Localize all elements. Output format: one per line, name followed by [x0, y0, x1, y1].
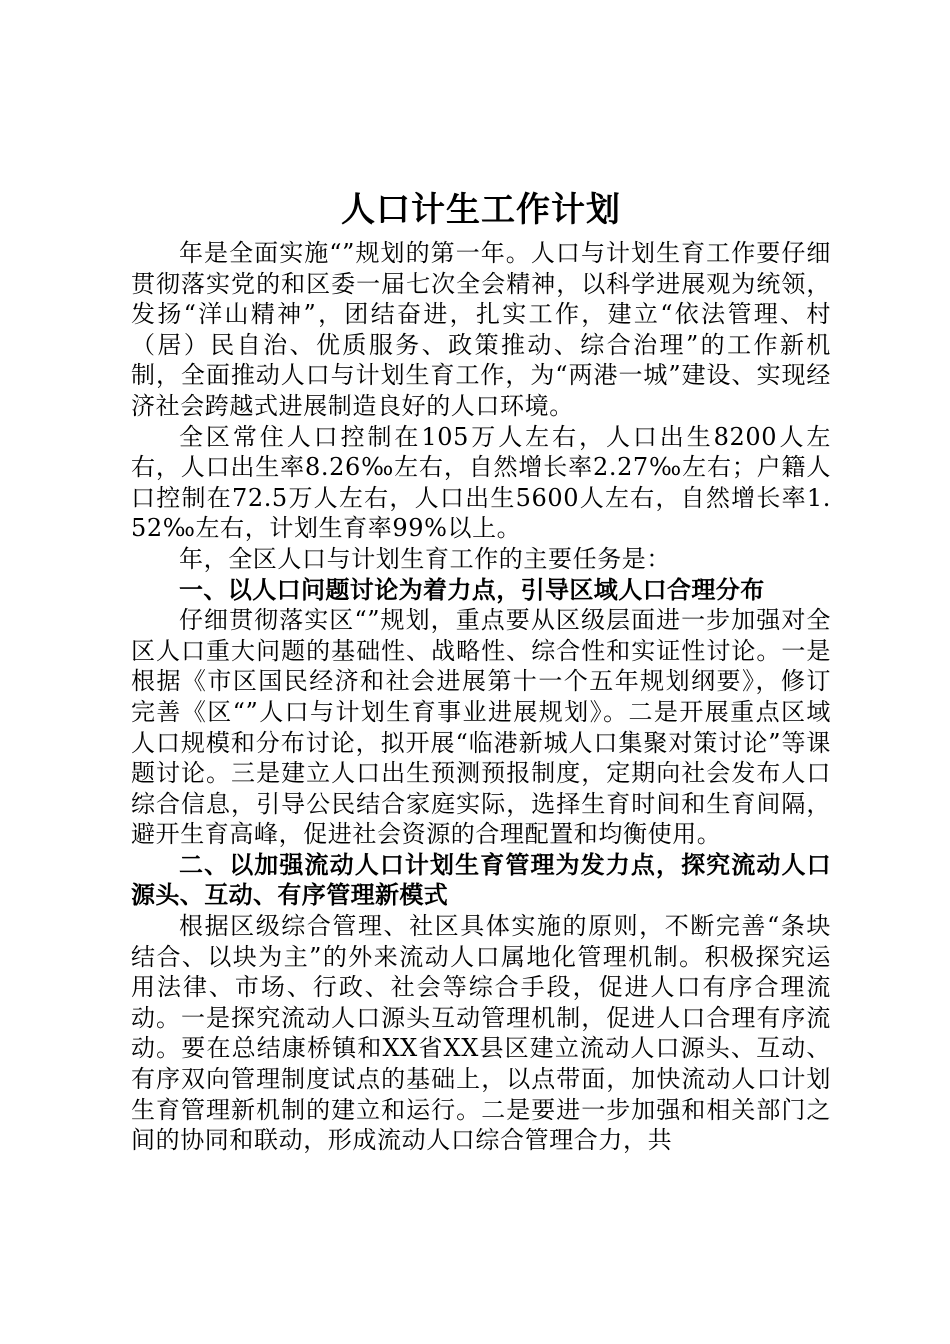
- paragraph-population-targets: 全区常住人口控制在105万人左右，人口出生8200人左右，人口出生率8.26‰左右，自然增长率2.27‰左右；户籍人口控制在72.5万人左右，人口出生5600人左右，自然增长率1.52‰左右，计划生育率99%以上。: [131, 422, 831, 543]
- paragraph-section-2: 根据区级综合管理、社区具体实施的原则，不断完善“条块结合、以块为主”的外来流动人口属地化管理机制。积极探究运用法律、市场、行政、社会等综合手段，促进人口有序合理流动。一是探究流动人口源头互动管理机制，促进人口合理有序流动。要在总结康桥镇和XX省XX县区建立流动人口源头、互动、有序双向管理制度试点的基础上，以点带面，加快流动人口计划生育管理新机制的建立和运行。二是要进一步加强和相关部门之间的协同和联动，形成流动人口综合管理合力，共: [131, 912, 831, 1155]
- paragraph-intro: 年是全面实施“”规划的第一年。人口与计划生育工作要仔细贯彻落实党的和区委一届七次全会精神，以科学进展观为统领，发扬“洋山精神”，团结奋进，扎实工作，建立“依法管理、村（居）民自治、优质服务、政策推动、综合治理”的工作新机制，全面推动人口与计划生育工作，为“两港一城”建设、实现经济社会跨越式进展制造良好的人口环境。: [131, 239, 831, 420]
- document-title: 人口计生工作计划: [341, 190, 621, 230]
- paragraph-main-tasks: 年，全区人口与计划生育工作的主要任务是：: [179, 544, 671, 573]
- section-heading-2: 二、以加强流动人口计划生育管理为发力点，探究流动人口源头、互动、有序管理新模式: [131, 850, 831, 910]
- paragraph-section-1: 仔细贯彻落实区“”规划，重点要从区级层面进一步加强对全区人口重大问题的基础性、战略性、综合性和实证性讨论。一是根据《市区国民经济和社会进展第十一个五年规划纲要》，修订完善《区“”人口与计划生育事业进展规划》。二是开展重点区域人口规模和分布讨论，拟开展“临港新城人口集聚对策讨论”等课题讨论。三是建立人口出生预测预报制度，定期向社会发布人口综合信息，引导公民结合家庭实际，选择生育时间和生育间隔，避开生育高峰，促进社会资源的合理配置和均衡使用。: [131, 606, 831, 849]
- section-heading-1: 一、以人口问题讨论为着力点，引导区域人口合理分布: [179, 575, 765, 604]
- document-body: [131, 182, 831, 1156]
